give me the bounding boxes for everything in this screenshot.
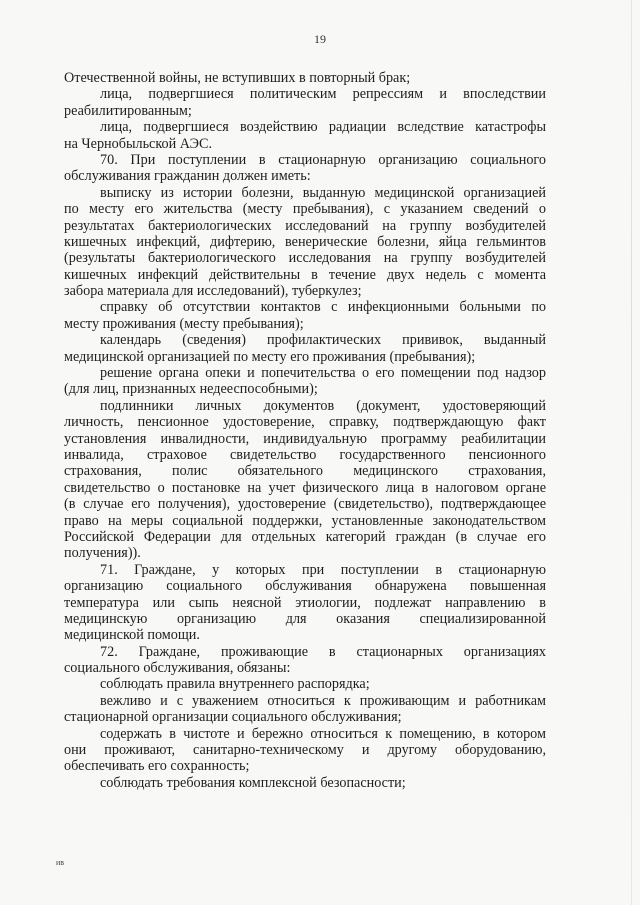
text-line: на Чернобыльской АЭС.	[64, 135, 213, 152]
text-line: медицинской организацией по месту его проживания (пребывания);	[64, 348, 476, 365]
text-line: лица, подвергшиеся политическим репрессиям и впоследствии	[100, 86, 546, 103]
text-line: социального обслуживания, обязаны:	[64, 660, 291, 677]
text-line: забора материала для исследований), туберкулез;	[64, 283, 362, 300]
text-line: 71. Граждане, у которых при поступлении в стационарную	[100, 561, 546, 578]
text-line: (в случае его получения), удостоверение (свидетельство), подтверждающее	[64, 496, 546, 513]
text-line: они проживают, санитарно-техническому и другому оборудованию,	[64, 742, 546, 759]
page-number: 19	[314, 32, 326, 46]
text-line: кишечных инфекций, дифтерию, венерические болезни, яйца гельминтов	[64, 233, 546, 250]
text-line: кишечных инфекций действительны в течение двух недель с момента	[64, 266, 546, 283]
text-line: свидетельство о постановке на учет физического лица в налоговом органе	[64, 479, 546, 496]
text-line: решение органа опеки и попечительства о его помещении под надзор	[100, 365, 546, 382]
text-line: результатах бактериологических исследований на группу возбудителей	[64, 217, 546, 234]
text-line: медицинскую организацию для оказания специализированной	[64, 610, 546, 627]
text-line: соблюдать требования комплексной безопасности;	[100, 774, 406, 791]
footer-mark: ив	[56, 858, 65, 867]
text-line: медицинской помощи.	[64, 627, 200, 644]
text-line: вежливо и с уважением относиться к проживающим и работникам	[100, 692, 546, 709]
text-line: установления инвалидности, индивидуальную программу реабилитации	[64, 430, 546, 447]
text-line: организацию социального обслуживания обнаружена повышенная	[64, 578, 546, 595]
text-line: Российской Федерации для отдельных категорий граждан (в случае его	[64, 528, 546, 545]
text-line: получения)).	[64, 545, 141, 562]
text-line: справку об отсутствии контактов с инфекционными больными по	[100, 299, 546, 316]
text-line: подлинники личных документов (документ, удостоверяющий	[100, 397, 546, 414]
document-body	[64, 70, 546, 791]
text-line: лица, подвергшиеся воздействию радиации вследствие катастрофы	[100, 119, 546, 136]
text-line: соблюдать правила внутреннего распорядка;	[100, 676, 370, 693]
text-line: содержать в чистоте и бережно относиться к помещению, в котором	[100, 725, 546, 742]
text-line: стационарной организации социального обслуживания;	[64, 709, 402, 726]
text-line: страхования, полис обязательного медицинского страхования,	[64, 463, 546, 480]
text-line: право на меры социальной поддержки, установленные законодательством	[64, 512, 546, 529]
text-line: температура или сыпь неясной этиологии, подлежат направлению в	[64, 594, 546, 611]
text-line: реабилитированным;	[64, 102, 192, 119]
text-line: 72. Граждане, проживающие в стационарных организациях	[100, 643, 546, 660]
page-edge	[631, 0, 632, 905]
text-line: обеспечивать его сохранность;	[64, 758, 250, 775]
text-line: (для лиц, признанных недееспособными);	[64, 381, 318, 398]
text-line: месту проживания (месту пребывания);	[64, 315, 304, 332]
text-line: инвалида, страховое свидетельство государственного пенсионного	[64, 446, 546, 463]
text-line: (результаты бактериологического исследования на группу возбудителей	[64, 250, 546, 267]
text-line: обслуживания гражданин должен иметь:	[64, 168, 311, 185]
text-line: 70. При поступлении в стационарную организацию социального	[100, 151, 546, 168]
text-line: календарь (сведения) профилактических прививок, выданный	[100, 332, 546, 349]
text-line: выписку из истории болезни, выданную медицинской организацией	[100, 184, 546, 201]
text-line: по месту его жительства (месту пребывания), с указанием сведений о	[64, 201, 546, 218]
text-line: Отечественной войны, не вступивших в повторный брак;	[64, 70, 411, 86]
text-line: личность, пенсионное удостоверение, справку, подтверждающую факт	[64, 414, 546, 431]
